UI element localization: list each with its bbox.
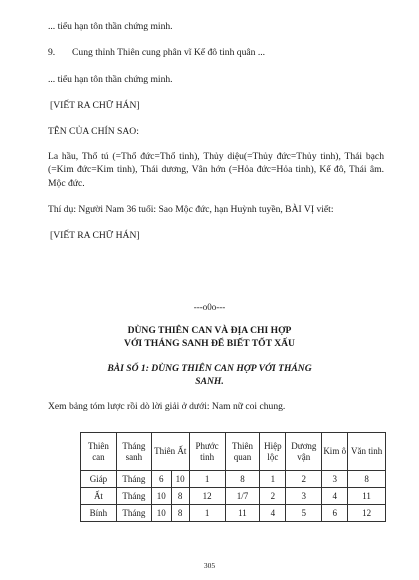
table-cell: 1	[260, 471, 286, 488]
header-thien-at: Thiên Ất	[151, 433, 189, 471]
paragraph-nine-stars: La hầu, Thổ tú (=Thổ đức=Thổ tinh), Thủy diệu(=Thủy đức=Thủy tinh), Thái bạch (=Kim đức=Kim tinh), Thái dương, Vân hớn (=Hỏa đức=Hỏa tinh), Kế đô, Thái âm. Mộc đức.	[48, 151, 384, 189]
summary-table	[80, 432, 386, 522]
table-cell: 3	[322, 471, 348, 488]
table-cell: 3	[286, 488, 322, 505]
table-cell: Tháng	[116, 471, 151, 488]
table-row	[81, 488, 386, 505]
lesson-title-line-1: BÀI SỐ 1: DÙNG THIÊN CAN HỢP VỚI THÁNG	[107, 363, 312, 374]
table-cell: 1/7	[225, 488, 260, 505]
header-hiep-loc: Hiệp lộc	[260, 433, 286, 471]
table-cell: 10	[151, 488, 171, 505]
table-cell: 4	[260, 505, 286, 522]
table-row	[81, 505, 386, 522]
text-line: ... tiểu hạn tôn thần chứng minh.	[48, 74, 173, 85]
heading-line-1: DÙNG THIÊN CAN VÀ ĐỊA CHI HỢP	[127, 325, 292, 336]
table-intro: Xem bảng tóm lược rồi dò lời giải ở dưới: Nam nữ coi chung.	[48, 401, 286, 412]
table-cell: Giáp	[81, 471, 117, 488]
table-cell: Ất	[81, 488, 117, 505]
section-divider: ---o0o---	[193, 302, 226, 312]
table-cell: 10	[151, 505, 171, 522]
header-thang-sanh: Tháng sanh	[116, 433, 151, 471]
table-cell: 1	[189, 505, 225, 522]
header-thien-quan: Thiên quan	[225, 433, 260, 471]
page-number: 305	[203, 561, 216, 570]
table-cell: 2	[286, 471, 322, 488]
lesson-title-line-2: SANH.	[195, 376, 224, 387]
table-cell: 1	[189, 471, 225, 488]
placeholder-han-text: [VIẾT RA CHỮ HÁN]	[50, 230, 140, 241]
table-cell: 6	[151, 471, 171, 488]
table-cell: 6	[322, 505, 348, 522]
table-header-row	[81, 433, 386, 471]
table-cell: Tháng	[116, 488, 151, 505]
header-phuoc-tinh: Phước tinh	[189, 433, 225, 471]
numbered-item-text: Cung thỉnh Thiên cung phân vĩ Kế đô tinh quân ...	[72, 47, 266, 58]
table-cell: 11	[348, 488, 386, 505]
header-van-tinh: Văn tinh	[348, 433, 386, 471]
table-cell: 12	[348, 505, 386, 522]
section-label: TÊN CỦA CHÍN SAO:	[48, 126, 139, 137]
table-cell: 5	[286, 505, 322, 522]
table-cell: 4	[322, 488, 348, 505]
table-cell: 10	[171, 471, 189, 488]
table-cell: 8	[225, 471, 260, 488]
numbered-item-marker: 9.	[48, 47, 56, 58]
header-thien-can: Thiên can	[81, 433, 117, 471]
table-cell: Bính	[81, 505, 117, 522]
placeholder-han-text: [VIẾT RA CHỮ HÁN]	[50, 100, 140, 111]
table-cell: 12	[189, 488, 225, 505]
table-cell: 8	[348, 471, 386, 488]
heading-line-2: VỚI THÁNG SANH ĐỂ BIẾT TỐT XẤU	[124, 338, 295, 349]
text-line: ... tiểu hạn tôn thần chứng minh.	[48, 21, 173, 32]
header-duong-van: Dương vận	[286, 433, 322, 471]
table-cell: 8	[171, 488, 189, 505]
table-row	[81, 471, 386, 488]
header-kim-o: Kim ô	[322, 433, 348, 471]
table-cell: 2	[260, 488, 286, 505]
table-cell: 11	[225, 505, 260, 522]
paragraph-example: Thí dụ: Người Nam 36 tuổi: Sao Mộc đức, hạn Huỳnh tuyền, BÀI VỊ viết:	[48, 204, 334, 215]
table-cell: Tháng	[116, 505, 151, 522]
table-cell: 8	[171, 505, 189, 522]
